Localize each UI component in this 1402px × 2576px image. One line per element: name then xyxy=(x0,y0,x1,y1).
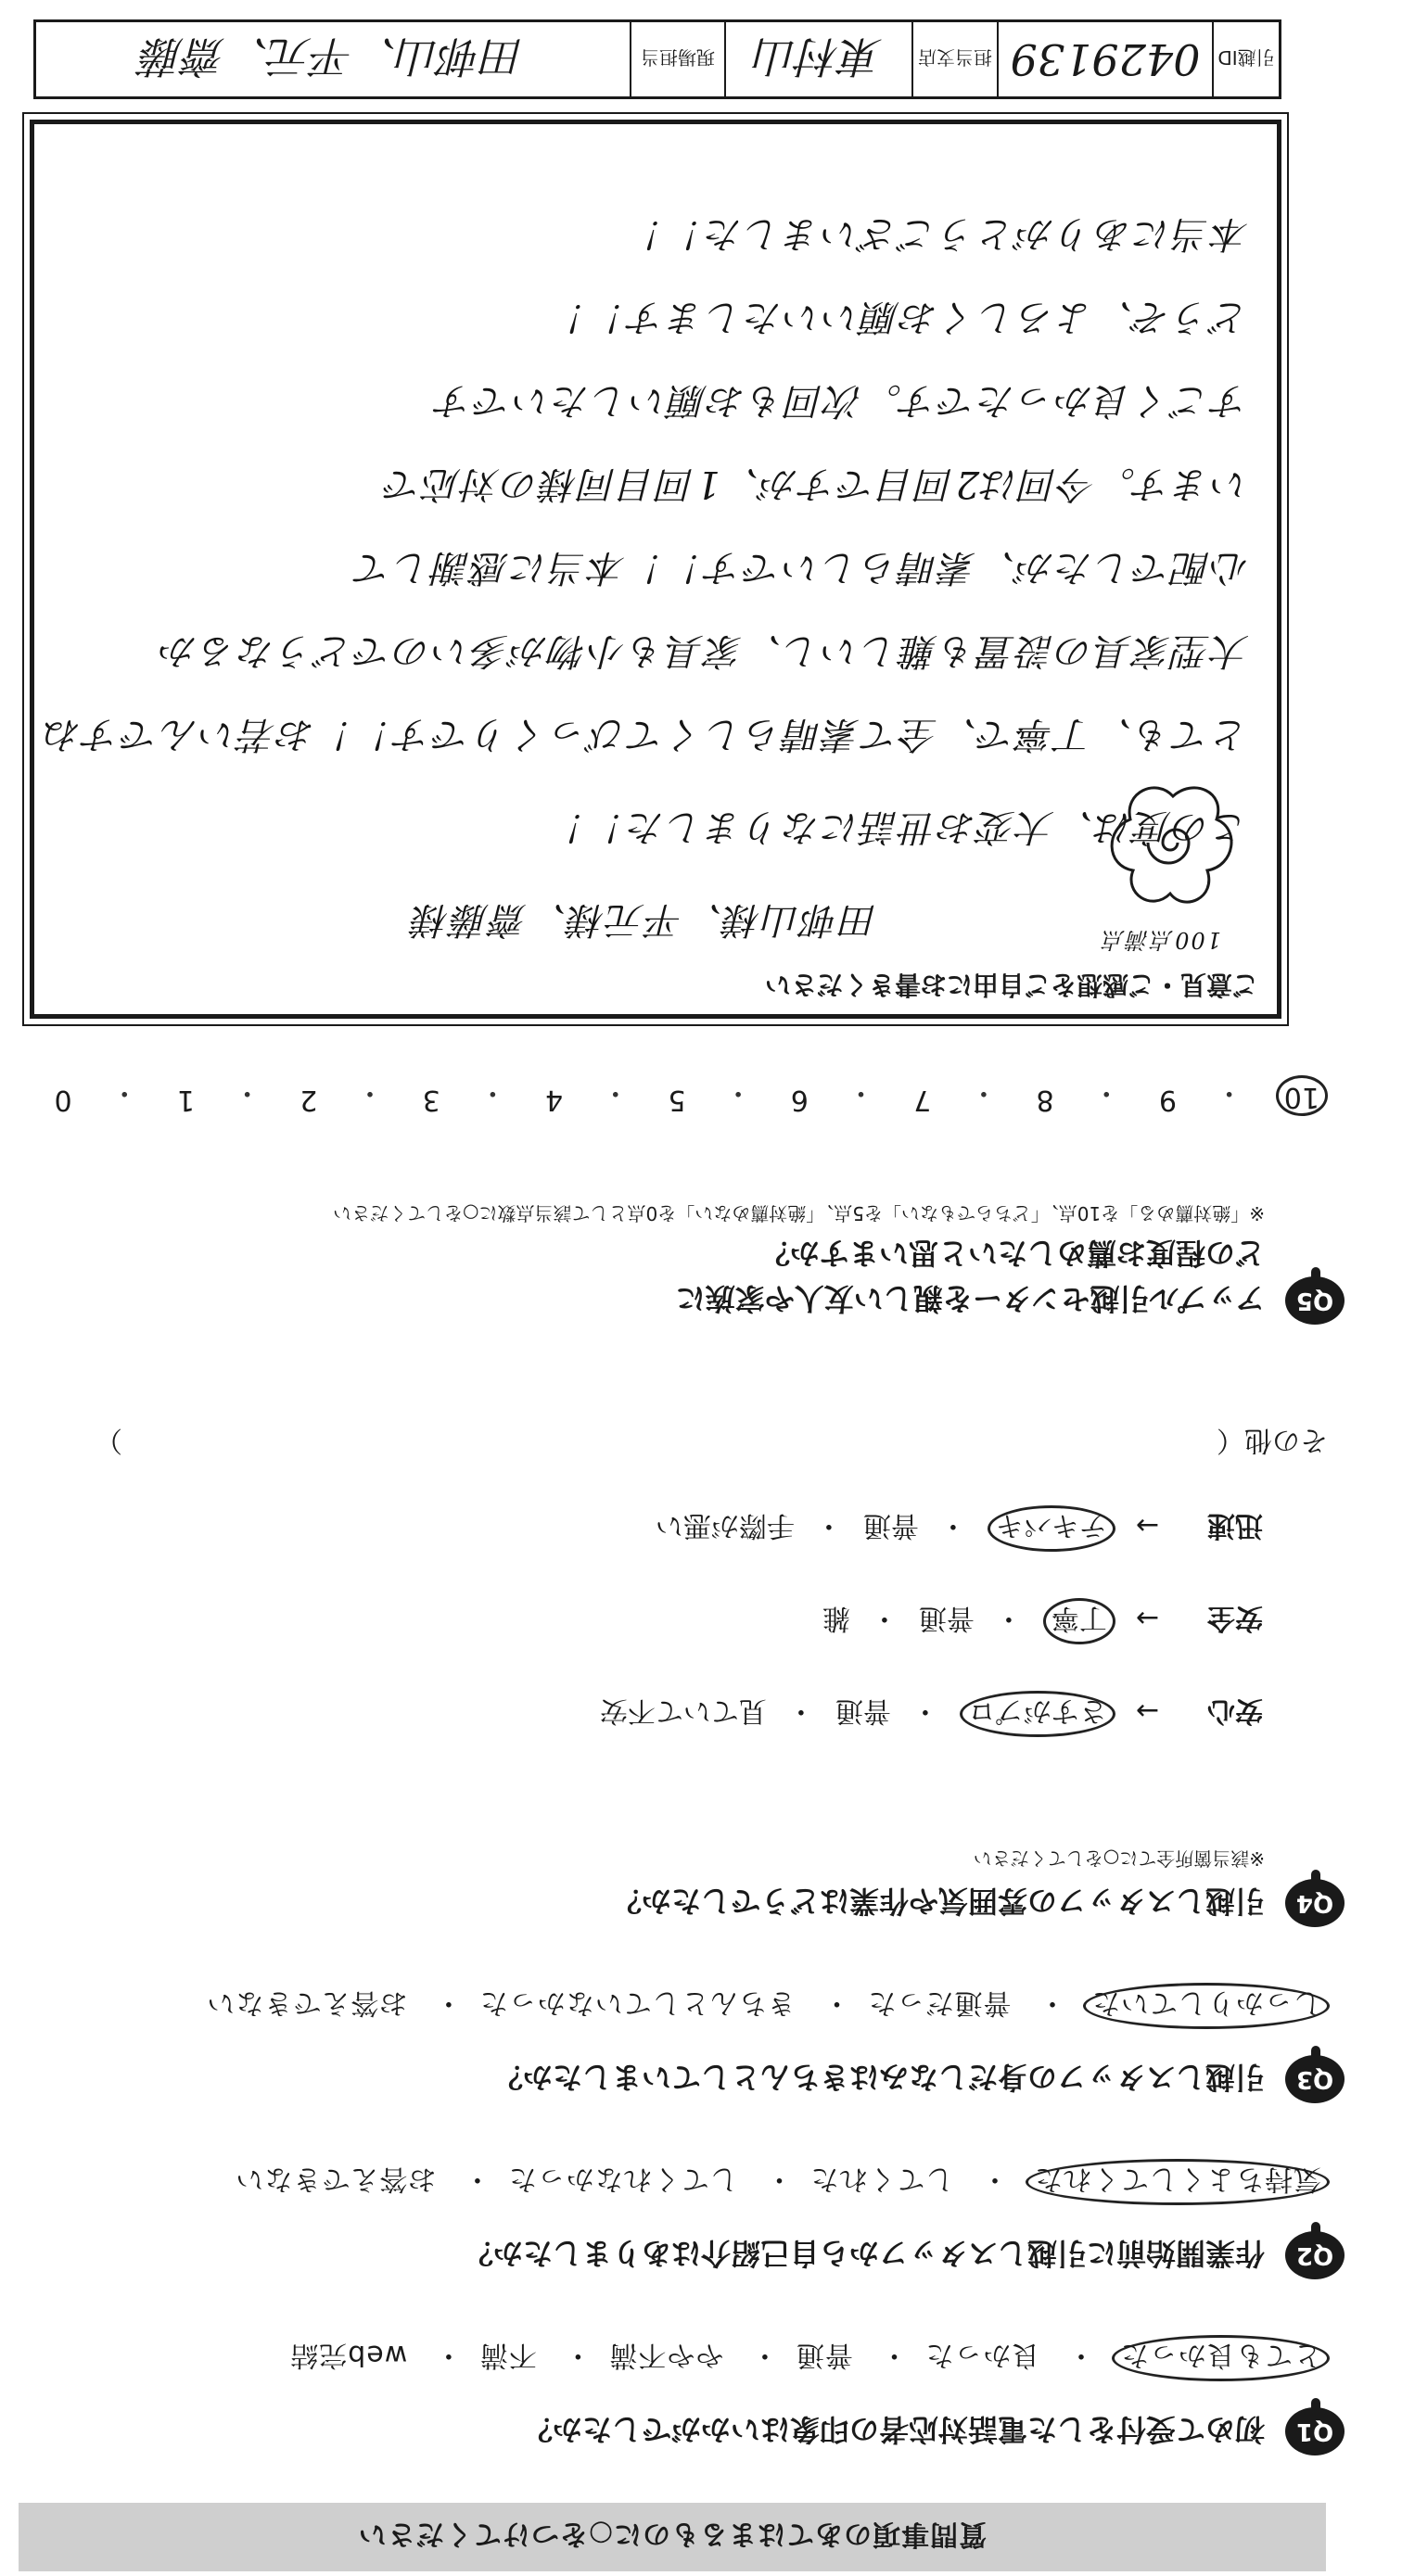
staff-value: 田邨山、平元、齋藤 xyxy=(141,32,525,82)
comment-line-6: います。今回は2回目ですが、1回目同様の対応で xyxy=(383,463,1249,505)
q1-option-4[interactable]: やや不満 xyxy=(608,2339,724,2371)
q1-options: とても良かった・ 良かった・ 普通・ やや不満・ 不満・ web完結 xyxy=(139,2335,1330,2381)
q2-option-3[interactable]: してくれなかった xyxy=(507,2163,738,2195)
q2-option-4[interactable]: お答えできない xyxy=(235,2163,437,2195)
q4-note: ※該当箇所全てに○をしてください xyxy=(973,1847,1265,1870)
arrow-right-icon: → xyxy=(1135,1694,1159,1727)
id-table xyxy=(33,19,1281,99)
q4-row-jinsoku: 迅速→テキパキ・普通・手際が悪い xyxy=(656,1505,1263,1552)
q4-row1-option-2[interactable]: 普通 xyxy=(835,1694,891,1727)
question-2 xyxy=(139,2159,1345,2279)
q4-row3-option-2[interactable]: 普通 xyxy=(862,1509,919,1542)
comment-line-4: 大型家具の設置も難しいし、家具も小物が多いのでどうなるか xyxy=(159,629,1249,672)
q4-other xyxy=(48,1423,1328,1464)
comment-line-5: 心配でしたが、素晴らしいです！！本当に感謝して xyxy=(353,546,1249,589)
branch-label: 担当支店 xyxy=(911,22,997,96)
score-9[interactable]: 9 xyxy=(1158,1084,1177,1116)
q4-row-label: 安全 xyxy=(1207,1602,1263,1634)
q3-text: 引越しスタッフの身だしなみはきちんとしていましたか？ xyxy=(492,2060,1265,2095)
comment-line-2: この度は、大変お世話になりました！！ xyxy=(548,806,1249,848)
q4-row3-option-3[interactable]: 手際が悪い xyxy=(655,1509,795,1542)
question-4 xyxy=(139,1846,1345,1927)
signature-points: 100点満点 xyxy=(1101,927,1221,953)
q3-option-1[interactable]: しっかりしていた xyxy=(1083,1983,1330,2029)
q5-scale: 10 ・ 9 ・ 8 ・ 7 ・ 6 ・ 5 ・ 4 ・ 3 ・ 2 ・ 1 ・ 0 xyxy=(48,1075,1328,1116)
q2-badge: Q2 xyxy=(1285,2231,1345,2279)
q5-badge: Q5 xyxy=(1285,1276,1345,1325)
q2-option-2[interactable]: してくれた xyxy=(809,2163,954,2195)
q4-row2-option-2[interactable]: 普通 xyxy=(918,1602,975,1634)
score-8[interactable]: 8 xyxy=(1036,1084,1054,1116)
q1-text: 初めて受付をした電話対応者の印象はいかがでしたか？ xyxy=(522,2412,1265,2447)
q1-option-2[interactable]: 良かった xyxy=(924,2339,1040,2371)
q3-badge: Q3 xyxy=(1285,2055,1345,2103)
comment-title: ご意見・ご感想をご自由にお書きください xyxy=(764,970,1258,1000)
q4-other-close: ） xyxy=(95,1424,122,1456)
score-10[interactable]: 10 xyxy=(1276,1075,1328,1116)
instruction-bar xyxy=(19,2503,1326,2571)
q5-text: アップル引越センターを親しい友人や家族に xyxy=(675,1281,1265,1316)
q2-text: 作業開始前に引越しスタッフから自己紹介はありましたか？ xyxy=(463,2236,1265,2271)
score-6[interactable]: 6 xyxy=(790,1084,809,1116)
q3-option-3[interactable]: きちんとしていなかった xyxy=(478,1986,796,2019)
q4-text: 引越しスタッフの雰囲気や作業はどうでしたか？ xyxy=(611,1884,1265,1919)
q4-row-anzen: 安全→丁寧・普通・雑 xyxy=(822,1598,1263,1644)
arrow-right-icon: → xyxy=(1135,1509,1159,1542)
q4-other-label: その他（ xyxy=(1217,1424,1328,1456)
q5-text-2: どの程度お薦めしたいと思いますか？ xyxy=(759,1236,1265,1271)
q3-option-4[interactable]: お答えできない xyxy=(206,1986,408,2019)
q1-badge: Q1 xyxy=(1285,2407,1345,2455)
id-label: 引越ID xyxy=(1212,22,1279,96)
question-3 xyxy=(139,1983,1345,2103)
question-5 xyxy=(139,1201,1345,1325)
comment-box[interactable] xyxy=(30,120,1281,1019)
q4-row1-option-3[interactable]: 見ていて不安 xyxy=(599,1694,767,1727)
q4-row1-option-1[interactable]: さすがプロ xyxy=(960,1691,1115,1737)
comment-line-8: どうぞ、よろしくお願いいたします！！ xyxy=(548,296,1249,338)
q3-options: しっかりしていた・ 普通だった・ きちんとしていなかった・ お答えできない xyxy=(139,1983,1330,2029)
question-1 xyxy=(139,2335,1345,2455)
comment-line-3: とても、丁寧で、全て素晴らしくてびっくりです！！お若いんですね xyxy=(42,713,1249,755)
q4-row-anshin: 安心→さすがプロ・普通・見ていて不安 xyxy=(600,1691,1263,1737)
score-2[interactable]: 2 xyxy=(300,1084,318,1116)
score-5[interactable]: 5 xyxy=(668,1084,686,1116)
score-7[interactable]: 7 xyxy=(913,1084,932,1116)
branch-value: 東村山 xyxy=(724,22,911,96)
q1-option-3[interactable]: 普通 xyxy=(795,2339,853,2371)
score-0[interactable]: 0 xyxy=(54,1084,72,1116)
q1-option-1[interactable]: とても良かった xyxy=(1112,2335,1330,2381)
score-4[interactable]: 4 xyxy=(545,1084,564,1116)
q2-options: 気持ちよくしてくれた・ してくれた・ してくれなかった・ お答えできない xyxy=(139,2159,1330,2205)
q4-row-label: 安心 xyxy=(1207,1694,1263,1727)
staff-label: 現場担当 xyxy=(630,22,724,96)
q1-option-5[interactable]: 不満 xyxy=(478,2339,537,2371)
comment-line-1: 田邨山様、平元様、齋藤様 xyxy=(411,898,878,941)
arrow-right-icon: → xyxy=(1135,1602,1159,1634)
comment-line-7: すごく良かったです。次回もお願いしたいです xyxy=(434,379,1249,422)
q2-option-1[interactable]: 気持ちよくしてくれた xyxy=(1026,2159,1330,2205)
q5-note: ※「絶対薦める」を10点、「どちらでもない」を5点、「絶対薦めない」を0点として該当点数に○をしてください xyxy=(333,1202,1265,1225)
instruction-text: 質問事項のあてはまるものに○をつけてください xyxy=(357,2518,988,2550)
q3-option-2[interactable]: 普通だった xyxy=(867,1986,1012,2019)
comment-line-9: 本当にありがとうございました！！ xyxy=(626,212,1249,255)
q4-badge: Q4 xyxy=(1285,1879,1345,1927)
score-1[interactable]: 1 xyxy=(176,1084,195,1116)
q4-row-label: 迅速 xyxy=(1207,1509,1263,1542)
q4-row2-option-3[interactable]: 雑 xyxy=(822,1602,850,1634)
q1-option-6[interactable]: web完結 xyxy=(289,2339,408,2371)
score-3[interactable]: 3 xyxy=(422,1084,440,1116)
id-value: 0429139 xyxy=(997,22,1212,96)
q4-row3-option-1[interactable]: テキパキ xyxy=(988,1505,1115,1552)
q4-row2-option-1[interactable]: 丁寧 xyxy=(1043,1598,1115,1644)
